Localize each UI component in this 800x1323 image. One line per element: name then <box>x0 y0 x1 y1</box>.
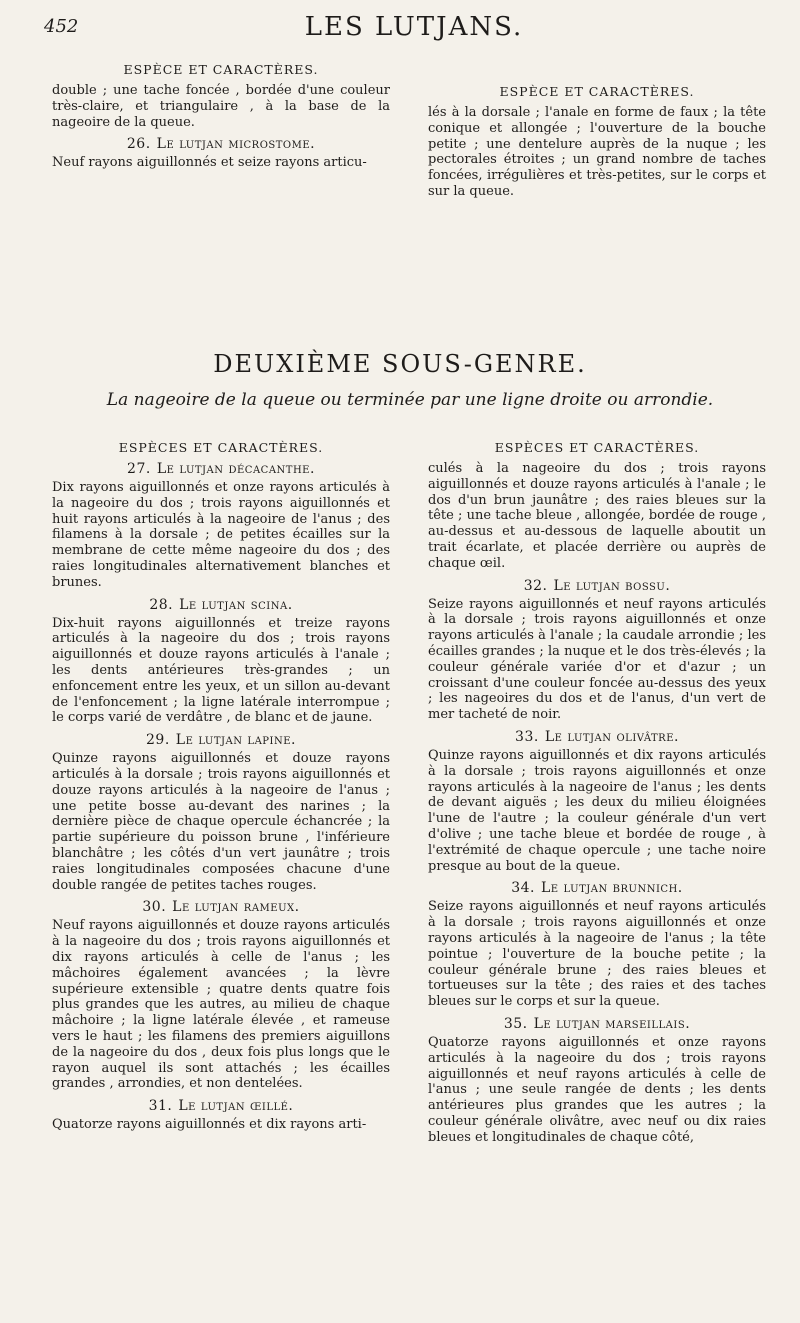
species-title <box>52 899 390 915</box>
species-name: Le lutjan lapine. <box>175 732 296 749</box>
species-description: Quinze rayons aiguillonnés et douze rayons articulés à la dorsale ; trois rayons aiguillonnés et douze rayons articulés à la nageoire de l'anus ; une petite bosse au-devant des narines ; la dernière pièce de chaque opercule échancrée ; la partie supérieure du poisson brune , l'inférieure blanchâtre ; les côtés d'un vert jaunâtre ; trois raies longitudinales composées chacune d'une double rangée de petites taches rouges. <box>52 751 390 893</box>
species-description: Quinze rayons aiguillonnés et dix rayons articulés à la dorsale ; trois rayons aiguillonnés et onze rayons articulés à la nageoire de l'anus ; les dents de devant aiguës ; les deux du milieu éloignées l'une de l'autre ; la couleur générale d'un vert d'olive ; une tache bleue et bordée de rouge , à l'extrémité de chaque opercule ; une tache noire presque au bout de la queue. <box>428 747 766 874</box>
top-right-section <box>428 84 766 206</box>
species-name: Le lutjan scina. <box>179 596 293 613</box>
section-heading: ESPÈCES ET CARACTÈRES. <box>494 440 700 455</box>
running-title: LES LUTJANS. <box>304 12 524 42</box>
running-head <box>44 6 784 46</box>
subgenre-caption: La nageoire de la queue ou terminée par une ligne droite ou arrondie. <box>106 390 714 410</box>
species-description: Dix rayons aiguillonnés et onze rayons articulés à la nageoire du dos ; trois rayons aiguillonnés et huit rayons articulés à la nageoire de l'anus ; des filamens à la dorsale ; de petites écailles sur la membrane de cette même nageoire du dos ; des raies longitudinales alternativement blanches et brunes. <box>52 480 390 590</box>
species-number: 32. <box>523 577 548 594</box>
species-name: Le lutjan microstome. <box>156 136 316 153</box>
section-heading: ESPÈCES ET CARACTÈRES. <box>118 440 324 455</box>
species-title <box>428 880 766 896</box>
species-description: Neuf rayons aiguillonnés et douze rayons articulés à la nageoire du dos ; trois rayons aiguillonnés et dix rayons articulés à celle de l'anus ; les mâchoires également avancées ; la lèvre supérieure extensible ; quatre dents quatre fois plus grandes que les autres, au milieu de chaque mâchoire ; la ligne latérale élevée , et rameuse vers le haut ; les filamens des premiers aiguillons de la nageoire du dos , deux fois plus longs que le rayon auquel ils sont attachés ; les écailles grandes , arrondies, et non dentelées. <box>52 918 390 1092</box>
species-title <box>52 732 390 748</box>
species-name: Le lutjan brunnich. <box>541 880 683 897</box>
species-number: 28. <box>149 596 174 613</box>
species-title <box>428 1016 766 1032</box>
species-description: Quatorze rayons aiguillonnés et onze rayons articulés à la nageoire du dos ; trois rayons aiguillonnés et neuf rayons articulés à celle de l'anus ; une seule rangée de dents ; les dents antérieures plus grandes que les autres ; la couleur générale olivâtre, avec neuf ou dix raies bleues et longitudinales de chaque côté, <box>428 1034 766 1145</box>
section-heading: ESPÈCE ET CARACTÈRES. <box>499 84 695 99</box>
right-column <box>428 440 766 1151</box>
continuation-text: lés à la dorsale ; l'anale en forme de faux ; la tête conique et allongée ; l'ouverture de la bouche petite ; une dentelure auprès de la nuque ; les pectorales étroites ; un grand nombre de taches foncées, irrégulières et très-petites, sur le corps et sur la queue. <box>428 105 766 199</box>
species-number: 33. <box>515 728 539 745</box>
species-title <box>52 597 390 613</box>
species-number: 27. <box>127 461 151 477</box>
species-name: Le lutjan bossu. <box>553 577 671 594</box>
species-name: Le lutjan rameux. <box>172 899 300 916</box>
species-number: 26. <box>126 136 151 153</box>
page-number: 452 <box>44 16 79 37</box>
section-heading: ESPÈCE ET CARACTÈRES. <box>123 62 319 77</box>
continuation-text: culés à la nageoire du dos ; trois rayons aiguillonnés et douze rayons articulés à l'anale ; le dos d'un brun jaunâtre ; des raies bleues sur la tête ; une tache bleue , allongée, bordée de rouge , au-dessus et au-dessous de laquelle aboutit un trait écarlate, et placée derrière ou auprès de chaque œil. <box>428 461 766 571</box>
species-title <box>428 729 766 745</box>
species-title <box>52 461 390 477</box>
species-name: Le lutjan olivâtre. <box>544 728 679 745</box>
species-name: Le lutjan marseillais. <box>533 1015 691 1032</box>
species-description: Neuf rayons aiguillonnés et seize rayons articu- <box>52 155 367 171</box>
left-column <box>52 440 390 1139</box>
species-number: 35. <box>503 1015 528 1032</box>
species-title <box>52 136 390 152</box>
top-left-section <box>52 62 390 177</box>
species-number: 30. <box>142 899 167 916</box>
species-number: 29. <box>146 732 170 749</box>
species-description: Seize rayons aiguillonnés et neuf rayons articulés à la dorsale ; trois rayons aiguillonnés et onze rayons articulés à la nageoire de l'anus ; la tête pointue ; l'ouverture de la bouche petite ; la couleur générale brune ; des raies bleues et tortueuses sur la tête ; des raies et des taches bleues sur le corps et sur la queue. <box>428 899 766 1010</box>
species-title <box>428 578 766 594</box>
species-description: Seize rayons aiguillonnés et neuf rayons articulés à la dorsale ; trois rayons aiguillonnés et onze rayons articulés à l'anale ; la caudale arrondie ; les écailles grandes ; la nuque et le dos très-élevés ; la couleur générale variée d'or et d'azur ; un croissant d'une couleur foncée au-dessus des yeux ; les nageoires du dos et de l'anus, d'un vert de mer tacheté de noir. <box>428 596 766 723</box>
species-number: 34. <box>511 880 535 897</box>
species-number: 31. <box>148 1098 173 1115</box>
species-description: Quatorze rayons aiguillonnés et dix rayons arti- <box>52 1117 367 1133</box>
species-description: Dix-huit rayons aiguillonnés et treize rayons articulés à la nageoire du dos ; trois rayons aiguillonnés et douze rayons articulés à l'anale ; les dents antérieures très-grandes ; un enfoncement entre les yeux, et un sillon au-devant de l'enfoncement ; la ligne latérale interrompue ; le corps varié de verdâtre , de blanc et de jaune. <box>52 615 390 726</box>
species-name: Le lutjan décacanthe. <box>156 461 315 477</box>
species-name: Le lutjan œillé. <box>178 1098 294 1115</box>
continuation-text: double ; une tache foncée , bordée d'une couleur très-claire, et triangulaire , à la base de la nageoire de la queue. <box>52 83 390 130</box>
species-title <box>52 1098 390 1114</box>
subgenre-heading: DEUXIÈME SOUS-GENRE. <box>213 350 587 378</box>
